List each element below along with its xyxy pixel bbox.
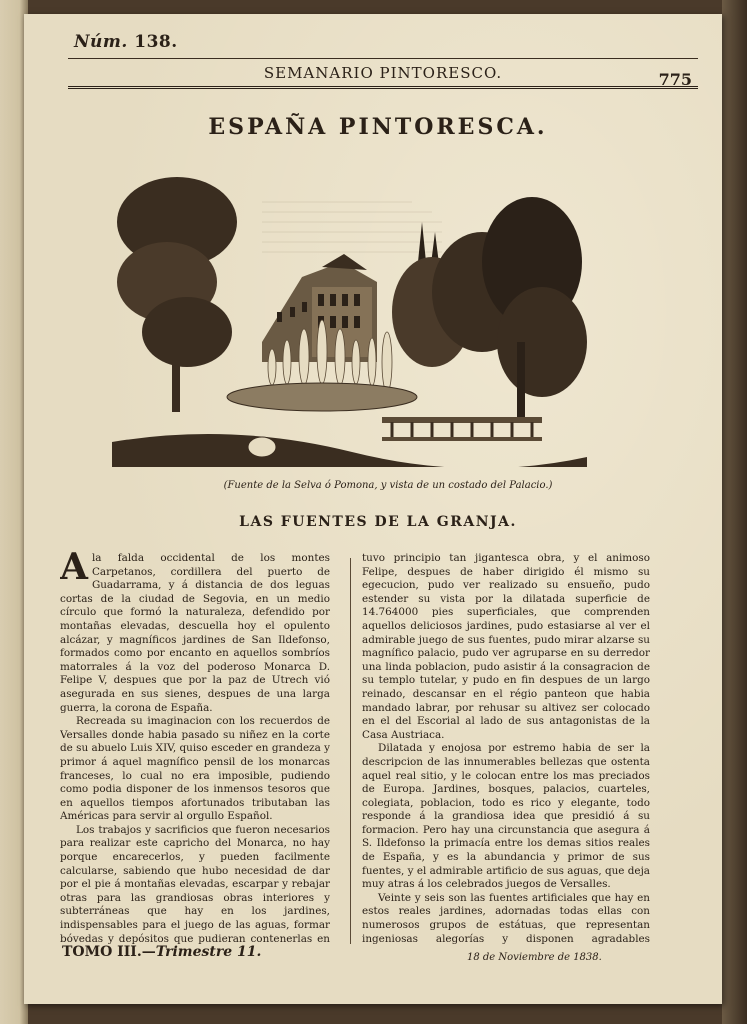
page-title: ESPAÑA PINTORESCA. xyxy=(208,114,548,140)
fountain-basin xyxy=(227,383,417,411)
illustration-caption: (Fuente de la Selva ó Pomona, y vista de un costado del Palacio.) xyxy=(223,480,553,491)
running-title: SEMANARIO PINTORESCO. xyxy=(263,64,503,82)
paragraph: Ala falda occidental de los montes Carpetanos, cordillera del puerto de Guadarrama, y á distancia de dos leguas cortas de la ciudad de Segovia, en un medio círculo que formó la naturaleza, defendido por montañas elevadas, descuella hoy el opulento alcázar, y magníficos jardines de San Ildefonso, formados como por encanto en aquellos sombríos matorrales á la voz del poderoso Monarca D. Felipe V, despues que por la paz de Utrech vió asegurada en sus sienes, despues de una larga guerra, la corona de España. xyxy=(60,552,330,714)
section-title: LAS FUENTES DE LA GRANJA. xyxy=(239,514,517,530)
publication-date: 18 de Noviembre de 1838. xyxy=(467,952,602,963)
header-double-rule xyxy=(68,86,698,89)
paragraph: Los trabajos y sacrificios que fueron necesarios para realizar este capricho del Monarca, no hay porque encarecerlos, y pueden facilmente calcularse, sabiendo que hubo necesidad de dar por el pie á montañas elevadas, escarpar y rebajar otras para las grandiosas obras interiores y subterráneas que hay en los jardines, indispensables para el juego de las aguas, formar bóvedas y depósitos que pudieran contenerlas en xyxy=(60,823,330,945)
right-text-column xyxy=(362,552,650,946)
paragraph: tuvo principio tan jigantesca obra, y el animoso Felipe, despues de haber dirigido él mismo su egecucion, pudo ver realizado su ensueño, pudo estender su vista por la dilatada superficie de 14.764000 pies superficiales, que comprenden aquellos deliciosos jardines, pudo estasiarse al ver el admirable juego de sus fuentes, pudo mirar alzarse su magnífico palacio, pudo ver agruparse en su derredor una linda poblacion, pudo asistir á la consagracion de su templo tutelar, y pudo en fin despues de un largo reinado, descansar en el régio panteon que habia mandado labrar, por rehusar su altivez ser colocado en el del Escorial al lado de sus antagonistas de la Casa Austriaca. xyxy=(362,552,650,741)
issue-number: Núm. 138. xyxy=(74,32,178,52)
newspaper-page xyxy=(24,14,722,1004)
book-binding-edge xyxy=(722,0,747,1024)
drop-cap: A xyxy=(60,552,88,588)
paragraph: Recreada su imaginacion con los recuerdos de Versalles donde habia pasado su niñez en la corte de su abuelo Luis XIV, quiso esceder en grandeza y primor á aquel magnífico pensil de los monarcas franceses, lo cual no era imposible, pudiendo como podia disponer de los inmensos tesoros que en aquellos tiempos afortunados tributaban las Américas para servir al orgullo Español. xyxy=(60,715,330,823)
small-fountain xyxy=(248,437,276,457)
header-rule xyxy=(68,58,698,59)
engraving-illustration xyxy=(112,162,587,467)
paragraph: Dilatada y enojosa por estremo habia de ser la descripcion de las innumerables bellezas que ostenta aquel real sitio, y le colocan entre los mas preciados de Europa. Jardines, bosques, palacios, cuarteles, colegiata, poblacion, todo es rico y elegante, todo responde á la grandiosa idea que presidió á su formacion. Pero hay una circunstancia que asegura á S. Ildefonso la primacía entre los demas sitios reales de España, y es la abundancia y primor de sus fuentes, y el admirable artificio de sus aguas, que deja muy atras á los celebrados juegos de Versalles. xyxy=(362,742,650,891)
column-divider xyxy=(350,558,351,944)
left-tree xyxy=(117,177,237,412)
volume-footer: TOMO III.—Trimestre 11. xyxy=(62,944,262,960)
left-text-column xyxy=(60,552,330,946)
page-number: 775 xyxy=(658,70,692,89)
paragraph: Veinte y seis son las fuentes artificiales que hay en estos reales jardines, adornadas todas ellas con numerosos grupos de estátuas, que representan ingeniosas alegorías y disponen agradables xyxy=(362,891,650,945)
balustrade xyxy=(382,417,542,441)
sky-hatching xyxy=(262,202,442,252)
